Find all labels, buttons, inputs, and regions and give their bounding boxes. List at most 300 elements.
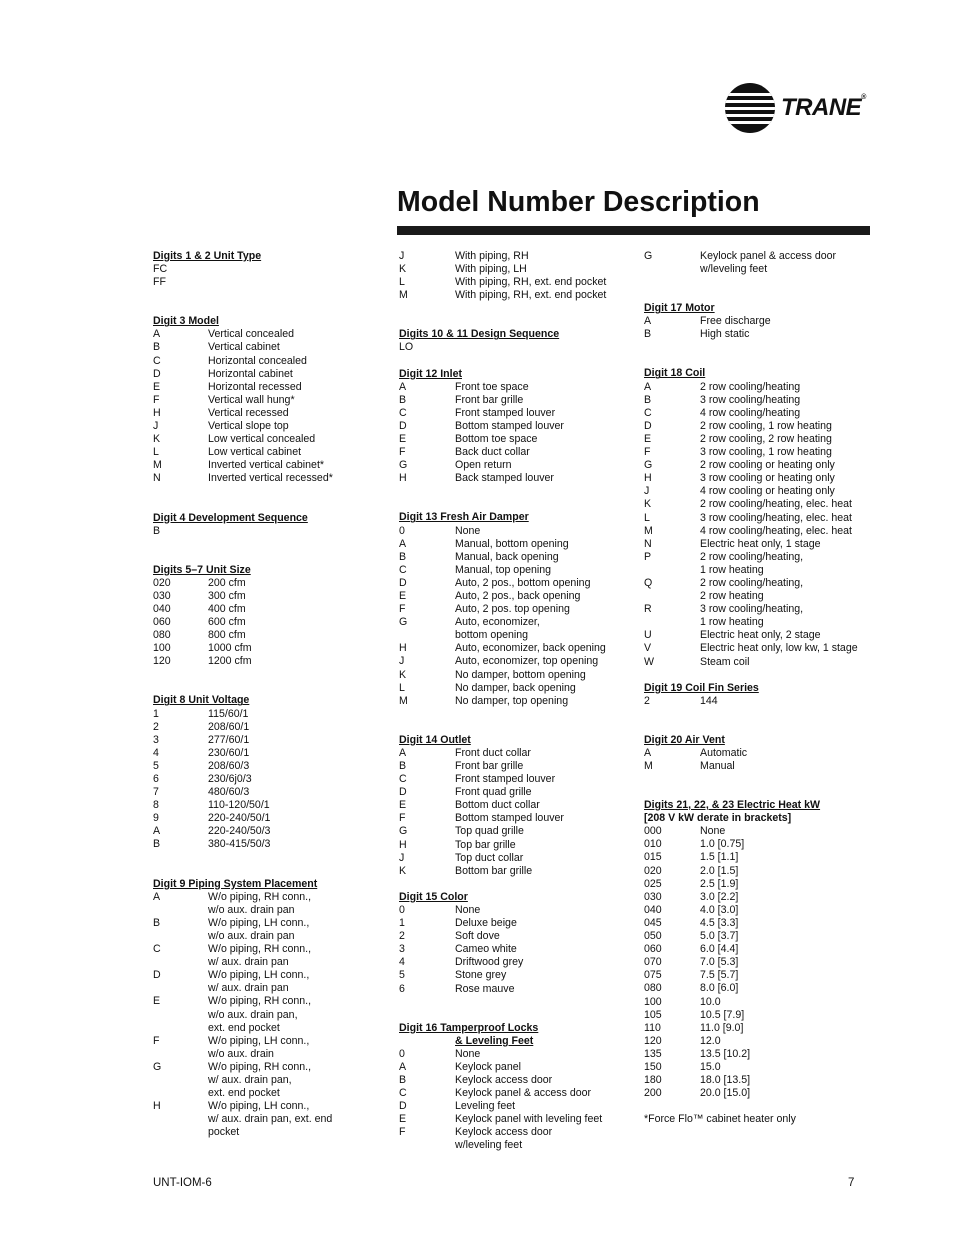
- code-description: 3 row cooling/heating, elec. heat: [700, 511, 852, 524]
- section-heading: Digit 12 Inlet: [399, 367, 462, 380]
- code-value: 080: [644, 982, 662, 995]
- section-heading: Digit 3 Model: [153, 315, 219, 328]
- code-row: [644, 969, 884, 982]
- code-description: 12.0: [700, 1034, 721, 1047]
- code-row: [644, 250, 884, 276]
- list-item: LO: [399, 341, 414, 354]
- code-value: H: [153, 1100, 161, 1113]
- code-row: [153, 1100, 373, 1139]
- code-value: W: [644, 655, 654, 668]
- code-value: 180: [644, 1074, 662, 1087]
- code-row: [644, 891, 884, 904]
- code-list: [399, 1048, 629, 1153]
- code-row: [153, 328, 373, 341]
- code-value: B: [399, 1073, 407, 1086]
- code-description: Electric heat only, low kw, 1 stage: [700, 642, 858, 655]
- code-description: 2 row cooling/heating, 2 row heating: [700, 576, 804, 603]
- code-row: [644, 838, 884, 851]
- section-heading: Digit 14 Outlet: [399, 733, 471, 746]
- code-description: 220-240/50/1: [208, 812, 271, 825]
- code-value: J: [399, 851, 405, 864]
- code-value: L: [644, 511, 650, 524]
- code-description: Back stamped louver: [455, 472, 554, 485]
- code-description: Horizontal recessed: [208, 380, 302, 393]
- code-row: [153, 459, 373, 472]
- code-value: 060: [644, 943, 662, 956]
- code-value: G: [399, 825, 408, 838]
- code-row: [153, 917, 373, 943]
- code-description: 144: [700, 694, 718, 707]
- code-description: Steam coil: [700, 655, 750, 668]
- code-list: [644, 825, 884, 1100]
- code-value: E: [153, 995, 161, 1008]
- code-row: [644, 472, 884, 485]
- code-row: [399, 969, 629, 982]
- code-row: [644, 420, 884, 433]
- code-description: 600 cfm: [208, 616, 246, 629]
- list-item: FC: [153, 263, 168, 276]
- code-value: G: [644, 459, 653, 472]
- code-value: K: [153, 433, 161, 446]
- code-row: [644, 603, 884, 629]
- code-row: [644, 982, 884, 995]
- code-description: W/o piping, LH conn., w/o aux. drain: [208, 1034, 310, 1060]
- code-list: [399, 250, 629, 302]
- code-list: [399, 525, 629, 708]
- code-description: 380-415/50/3: [208, 838, 271, 851]
- code-value: G: [644, 250, 653, 262]
- code-row: [153, 381, 373, 394]
- code-value: H: [399, 472, 407, 485]
- code-value: 1: [399, 917, 405, 930]
- code-row: [153, 721, 373, 734]
- code-row: [644, 1035, 884, 1048]
- code-value: B: [644, 393, 652, 406]
- code-description: 277/60/1: [208, 733, 250, 746]
- code-description: With piping, RH, ext. end pocket: [455, 276, 607, 289]
- code-row: [153, 655, 373, 668]
- code-value: B: [153, 341, 161, 354]
- code-row: [153, 799, 373, 812]
- code-row: [153, 891, 373, 917]
- code-list: [399, 747, 629, 878]
- code-description: Keylock panel: [455, 1060, 521, 1073]
- code-description: 3.0 [2.2]: [700, 890, 739, 903]
- code-row: [153, 969, 373, 995]
- code-value: F: [644, 446, 651, 459]
- code-description: Cameo white: [455, 943, 517, 956]
- code-description: 1.0 [0.75]: [700, 838, 745, 851]
- section-heading: Digits 1 & 2 Unit Type: [153, 250, 262, 262]
- code-value: 060: [153, 616, 171, 629]
- code-value: A: [153, 328, 161, 341]
- code-value: J: [153, 420, 159, 433]
- trane-logo: TRANE®: [725, 83, 875, 133]
- code-row: [399, 250, 629, 263]
- code-description: 2.0 [1.5]: [700, 864, 739, 877]
- code-value: A: [399, 1060, 407, 1073]
- code-value: F: [153, 1034, 160, 1047]
- code-row: [153, 760, 373, 773]
- code-value: 4: [399, 956, 405, 969]
- code-description: 300 cfm: [208, 589, 246, 602]
- code-description: 1200 cfm: [208, 655, 252, 668]
- code-row: [399, 1126, 629, 1152]
- code-list: [399, 381, 629, 486]
- code-row: [644, 381, 884, 394]
- code-row: [644, 1074, 884, 1087]
- code-row: [399, 564, 629, 577]
- code-description: 800 cfm: [208, 629, 246, 642]
- code-row: [399, 263, 629, 276]
- section-heading: Digit 13 Fresh Air Damper: [399, 511, 529, 524]
- code-description: Front stamped louver: [455, 773, 556, 786]
- code-value: D: [399, 786, 407, 799]
- code-value: F: [153, 393, 160, 406]
- code-value: 7: [153, 786, 159, 799]
- section-heading: Digit 18 Coil: [644, 367, 706, 380]
- code-value: A: [399, 746, 407, 759]
- code-value: 8: [153, 799, 159, 812]
- code-description: Auto, 2 pos., back opening: [455, 589, 581, 602]
- code-row: [153, 825, 373, 838]
- code-value: K: [399, 263, 407, 276]
- code-value: A: [399, 380, 407, 393]
- code-value: K: [644, 498, 652, 511]
- code-row: [644, 825, 884, 838]
- code-value: B: [153, 916, 161, 929]
- code-row: [644, 747, 884, 760]
- code-row: [644, 407, 884, 420]
- code-row: [399, 682, 629, 695]
- code-description: Bottom toe space: [455, 433, 538, 446]
- code-description: 208/60/3: [208, 759, 250, 772]
- code-value: C: [399, 563, 407, 576]
- code-description: None: [455, 1047, 481, 1060]
- code-value: H: [644, 472, 652, 485]
- code-value: B: [644, 328, 652, 341]
- code-value: J: [399, 655, 405, 668]
- code-value: 6: [153, 773, 159, 785]
- section-heading: Digit 17 Motor: [644, 302, 715, 315]
- code-list: [644, 747, 884, 773]
- code-description: W/o piping, RH conn., w/o aux. drain pan: [208, 890, 312, 916]
- code-description: 18.0 [13.5]: [700, 1074, 751, 1087]
- code-value: F: [399, 812, 406, 825]
- code-value: M: [153, 459, 162, 472]
- code-row: [644, 956, 884, 969]
- code-description: 6.0 [4.4]: [700, 943, 739, 956]
- code-row: [644, 760, 884, 773]
- page-number: 7: [848, 1177, 855, 1189]
- code-row: [153, 1061, 373, 1100]
- code-value: 025: [644, 877, 662, 890]
- code-row: [399, 839, 629, 852]
- code-value: 5: [399, 969, 405, 982]
- code-value: 000: [644, 825, 662, 838]
- code-row: [644, 878, 884, 891]
- code-row: [644, 930, 884, 943]
- code-row: [399, 747, 629, 760]
- code-value: 040: [644, 903, 662, 916]
- code-value: D: [644, 419, 652, 432]
- code-description: With piping, RH, ext. end pocket: [455, 289, 607, 302]
- code-row: [644, 459, 884, 472]
- code-description: W/o piping, LH conn., w/ aux. drain pan, ext. end pocket: [208, 1100, 333, 1139]
- code-value: L: [399, 681, 405, 694]
- code-row: [399, 616, 629, 642]
- code-description: Auto, 2 pos. top opening: [455, 603, 570, 616]
- code-description: 3 row cooling/heating: [700, 393, 801, 406]
- code-description: None: [455, 903, 481, 916]
- code-value: B: [399, 393, 407, 406]
- code-list: [644, 315, 884, 341]
- code-value: U: [644, 629, 652, 642]
- code-value: 075: [644, 969, 662, 982]
- code-row: [644, 865, 884, 878]
- code-row: [644, 538, 884, 551]
- code-row: [153, 368, 373, 381]
- code-description: 3 row cooling/heating, 1 row heating: [700, 603, 804, 629]
- code-value: 110: [644, 1021, 661, 1034]
- code-row: [399, 943, 629, 956]
- code-description: With piping, RH: [455, 250, 529, 262]
- code-row: [399, 773, 629, 786]
- code-value: 3: [153, 733, 159, 746]
- code-row: [399, 760, 629, 773]
- code-description: None: [700, 825, 726, 838]
- code-description: Front quad grille: [455, 786, 532, 799]
- code-value: G: [153, 1060, 162, 1073]
- code-value: C: [399, 406, 407, 419]
- code-value: P: [644, 550, 652, 563]
- code-description: Bottom stamped louver: [455, 812, 564, 825]
- code-value: L: [399, 276, 405, 289]
- code-value: 050: [644, 930, 662, 943]
- code-row: [153, 786, 373, 799]
- code-value: B: [153, 838, 161, 851]
- code-description: 2 row cooling, 1 row heating: [700, 419, 832, 432]
- code-description: Free discharge: [700, 315, 771, 328]
- code-description: Top quad grille: [455, 825, 524, 838]
- code-row: [644, 551, 884, 577]
- code-value: 2: [644, 694, 650, 707]
- code-description: Electric heat only, 2 stage: [700, 629, 821, 642]
- code-description: 230/6j0/3: [208, 773, 252, 785]
- code-list: [644, 250, 884, 276]
- code-description: Vertical recessed: [208, 406, 289, 419]
- code-value: 0: [399, 524, 405, 537]
- code-description: W/o piping, RH conn., w/ aux. drain pan: [208, 943, 312, 969]
- code-list: [644, 695, 884, 708]
- code-row: [153, 394, 373, 407]
- code-description: 4.5 [3.3]: [700, 916, 739, 929]
- brand-name: TRANE: [781, 94, 862, 121]
- code-value: 200: [644, 1087, 662, 1100]
- code-value: 100: [153, 642, 171, 655]
- code-value: D: [153, 969, 161, 982]
- code-row: [644, 577, 884, 603]
- code-row: [399, 577, 629, 590]
- code-value: J: [644, 485, 650, 498]
- column-3: [644, 250, 884, 1126]
- code-row: [399, 289, 629, 302]
- code-value: 100: [644, 995, 662, 1008]
- code-row: [153, 629, 373, 642]
- code-row: [399, 525, 629, 538]
- code-description: Bottom bar grille: [455, 864, 533, 877]
- code-row: [644, 1048, 884, 1061]
- code-description: 230/60/1: [208, 746, 250, 759]
- code-list: [644, 381, 884, 669]
- code-description: 20.0 [15.0]: [700, 1087, 751, 1100]
- code-row: [153, 420, 373, 433]
- code-description: 4 row cooling or heating only: [700, 485, 835, 498]
- code-row: [153, 708, 373, 721]
- code-value: C: [153, 943, 161, 956]
- section-heading: Digit 4 Development Sequence: [153, 511, 308, 524]
- code-row: [399, 812, 629, 825]
- code-description: W/o piping, RH conn., w/o aux. drain pan, ext. end pocket: [208, 995, 312, 1034]
- code-list: [399, 904, 629, 996]
- code-row: [399, 786, 629, 799]
- code-description: 2 row cooling/heating, 1 row heating: [700, 550, 804, 576]
- code-description: Manual: [700, 760, 735, 772]
- code-row: [153, 603, 373, 616]
- code-row: [399, 799, 629, 812]
- code-description: 4 row cooling/heating, elec. heat: [700, 524, 852, 537]
- code-value: 4: [153, 746, 159, 759]
- list-item: FF: [153, 276, 166, 289]
- code-row: [153, 812, 373, 825]
- code-description: 10.5 [7.9]: [700, 1008, 745, 1021]
- code-description: W/o piping, LH conn., w/ aux. drain pan: [208, 969, 310, 995]
- code-value: G: [399, 616, 408, 629]
- section-heading: Digits 10 & 11 Design Sequence: [399, 328, 560, 341]
- code-row: [153, 734, 373, 747]
- code-description: None: [455, 524, 481, 537]
- section-heading-continued: & Leveling Feet: [455, 1034, 534, 1047]
- code-description: Leveling feet: [455, 1100, 516, 1113]
- code-row: [153, 577, 373, 590]
- code-row: [399, 1074, 629, 1087]
- code-description: Auto, economizer, top opening: [455, 655, 599, 668]
- code-description: Rose mauve: [455, 982, 515, 995]
- code-row: [399, 590, 629, 603]
- code-row: [399, 276, 629, 289]
- code-description: Front bar grille: [455, 393, 524, 406]
- code-description: Manual, back opening: [455, 550, 559, 563]
- code-description: 1.5 [1.1]: [700, 851, 739, 864]
- code-value: M: [644, 524, 653, 537]
- code-row: [399, 695, 629, 708]
- code-description: Driftwood grey: [455, 956, 524, 969]
- code-row: [153, 1035, 373, 1061]
- code-description: 220-240/50/3: [208, 825, 271, 838]
- code-row: [399, 1113, 629, 1126]
- code-row: [153, 995, 373, 1034]
- code-value: L: [153, 446, 159, 459]
- code-value: K: [399, 668, 407, 681]
- code-value: C: [153, 354, 161, 367]
- code-description: Keylock panel & access door: [455, 1087, 592, 1100]
- code-description: 3 row cooling or heating only: [700, 472, 835, 485]
- code-value: F: [399, 446, 406, 459]
- code-value: 1: [153, 707, 159, 720]
- code-value: 015: [644, 851, 662, 864]
- section-subheading: [208 V kW derate in brackets]: [644, 812, 792, 825]
- code-description: 400 cfm: [208, 602, 246, 615]
- code-description: W/o piping, LH conn., w/o aux. drain pan: [208, 916, 310, 942]
- code-description: 5.0 [3.7]: [700, 930, 739, 943]
- code-description: 115/60/1: [208, 707, 249, 720]
- code-description: 2 row cooling, 2 row heating: [700, 432, 832, 445]
- title-rule: [397, 226, 870, 235]
- code-row: [644, 446, 884, 459]
- code-description: Keylock panel with leveling feet: [455, 1113, 603, 1126]
- document-id: UNT-IOM-6: [153, 1177, 212, 1189]
- code-description: Manual, bottom opening: [455, 537, 569, 550]
- section-heading: Digits 21, 22, & 23 Electric Heat kW: [644, 799, 821, 812]
- code-value: N: [153, 472, 161, 485]
- code-value: H: [153, 406, 161, 419]
- code-row: [644, 1087, 884, 1100]
- code-description: 2 row cooling or heating only: [700, 459, 835, 472]
- code-row: [644, 656, 884, 669]
- column-1: [153, 250, 373, 1139]
- code-row: [153, 407, 373, 420]
- code-row: [644, 904, 884, 917]
- code-description: Bottom duct collar: [455, 799, 540, 812]
- code-description: No damper, bottom opening: [455, 668, 586, 681]
- section-heading: Digit 15 Color: [399, 890, 468, 903]
- code-value: 6: [399, 982, 405, 995]
- code-row: [399, 917, 629, 930]
- code-row: [399, 433, 629, 446]
- code-value: M: [399, 694, 408, 707]
- code-description: 208/60/1: [208, 720, 250, 733]
- code-value: H: [399, 642, 407, 655]
- code-description: 3 row cooling, 1 row heating: [700, 446, 832, 459]
- code-description: 480/60/3: [208, 786, 250, 799]
- page-title: Model Number Description: [397, 186, 760, 218]
- code-value: F: [399, 603, 406, 616]
- code-description: Front bar grille: [455, 760, 524, 772]
- code-description: Automatic: [700, 746, 748, 759]
- column-2: [399, 250, 629, 1153]
- code-value: 080: [153, 629, 171, 642]
- code-description: Horizontal concealed: [208, 354, 307, 367]
- code-value: M: [644, 760, 653, 772]
- code-row: [644, 642, 884, 655]
- code-row: [153, 590, 373, 603]
- code-description: Open return: [455, 459, 512, 472]
- code-description: Auto, economizer, bottom opening: [455, 616, 540, 642]
- code-row: [399, 407, 629, 420]
- code-description: Horizontal cabinet: [208, 367, 293, 380]
- code-value: E: [399, 799, 407, 812]
- code-value: 9: [153, 812, 159, 825]
- code-list: [153, 708, 373, 852]
- code-row: [644, 943, 884, 956]
- code-row: [644, 629, 884, 642]
- code-row: [153, 355, 373, 368]
- code-description: Low vertical concealed: [208, 433, 316, 446]
- code-value: K: [399, 864, 407, 877]
- code-row: [399, 1100, 629, 1113]
- code-description: Auto, economizer, back opening: [455, 642, 606, 655]
- code-row: [153, 616, 373, 629]
